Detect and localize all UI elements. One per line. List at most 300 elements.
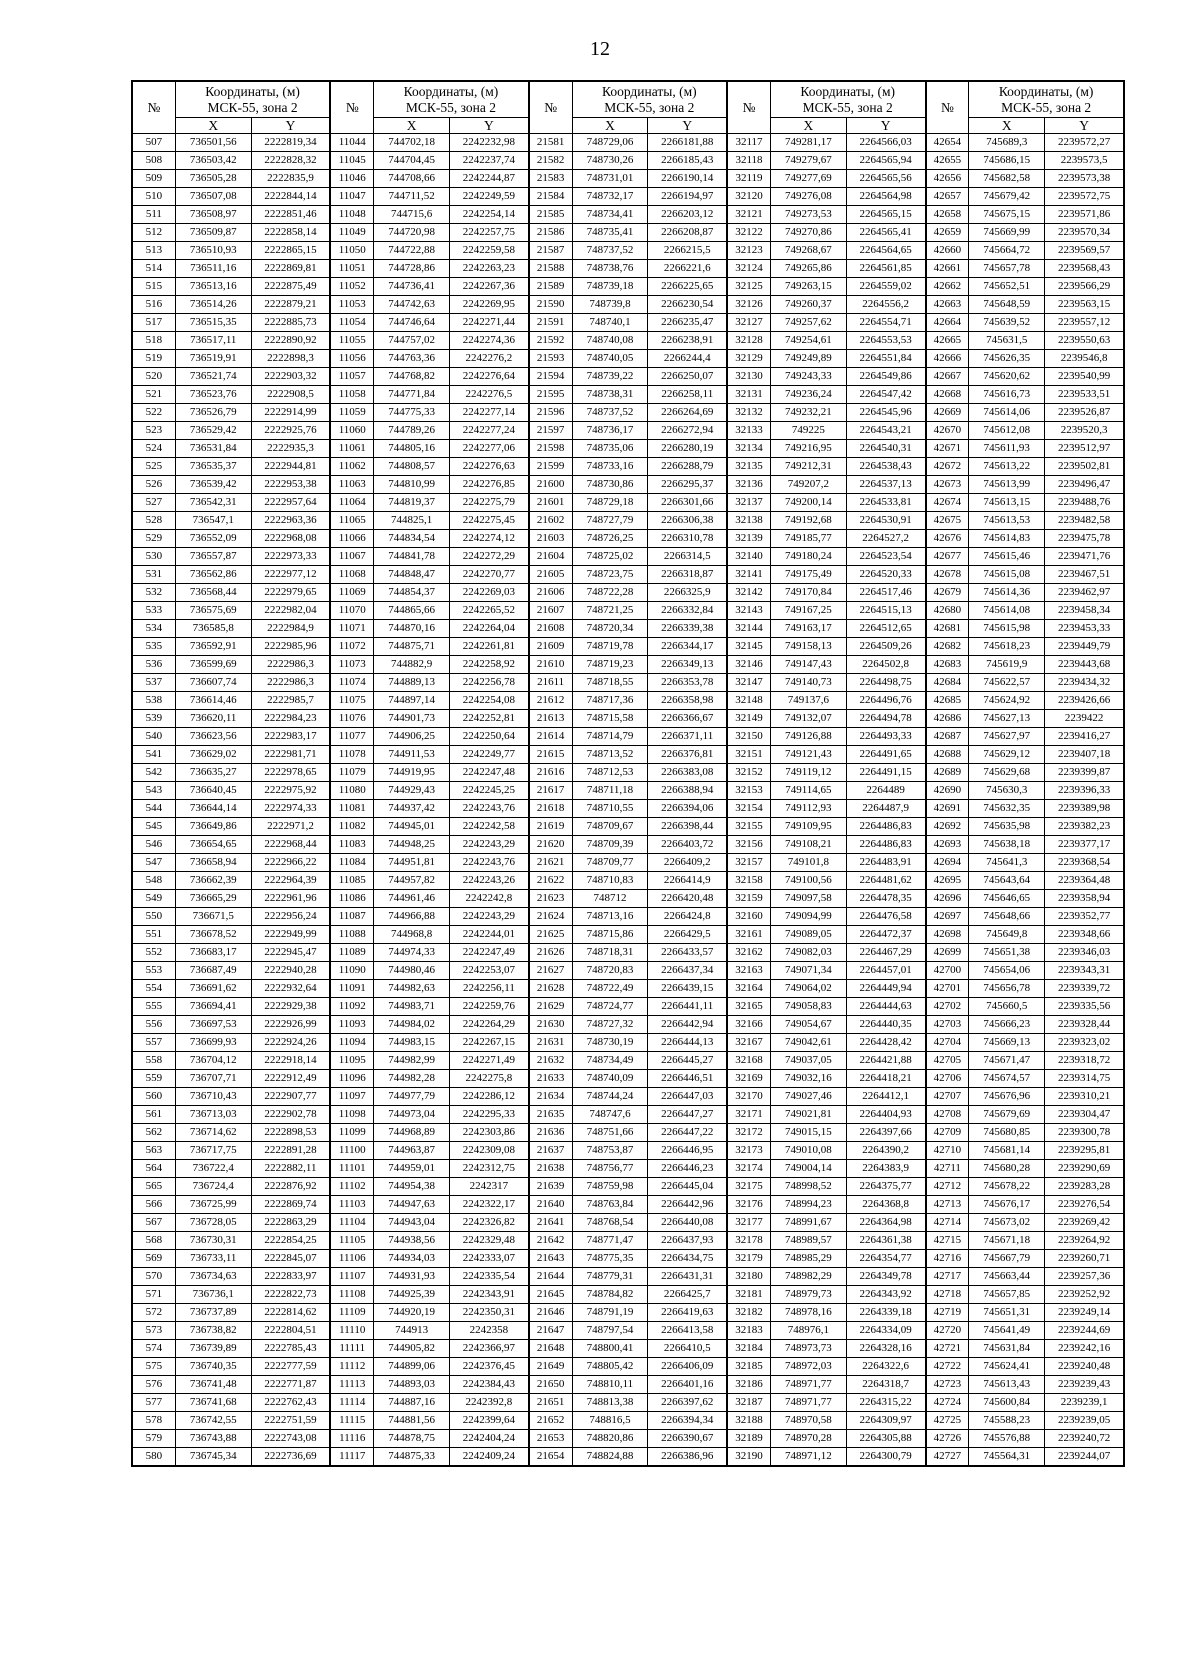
coord-y: 2222940,28 (251, 962, 330, 980)
coord-x: 749058,83 (770, 998, 846, 1016)
coord-x: 748736,17 (572, 422, 648, 440)
coord-x: 748976,1 (770, 1322, 846, 1340)
point-number: 21616 (529, 764, 572, 782)
table-row (132, 1088, 1124, 1106)
point-number: 11097 (330, 1088, 373, 1106)
coord-x: 745632,35 (969, 800, 1045, 818)
coord-x: 744906,25 (374, 728, 450, 746)
coord-y: 2239335,56 (1045, 998, 1124, 1016)
coord-x: 736585,8 (175, 620, 251, 638)
coord-x: 736539,42 (175, 476, 251, 494)
coord-y: 2242261,81 (450, 638, 529, 656)
coord-y: 2239540,99 (1045, 368, 1124, 386)
coord-x: 745681,14 (969, 1142, 1045, 1160)
coord-x: 748730,86 (572, 476, 648, 494)
point-number: 11107 (330, 1268, 373, 1286)
coord-x: 744819,37 (374, 494, 450, 512)
coord-y: 2242258,92 (450, 656, 529, 674)
coord-x: 744966,88 (374, 908, 450, 926)
table-row (132, 818, 1124, 836)
coord-x: 748734,41 (572, 206, 648, 224)
coord-x: 748775,35 (572, 1250, 648, 1268)
coord-y: 2266332,84 (648, 602, 727, 620)
coord-y: 2242271,49 (450, 1052, 529, 1070)
point-number: 32137 (727, 494, 770, 512)
coord-x: 744746,64 (374, 314, 450, 332)
point-number: 11094 (330, 1034, 373, 1052)
point-number: 42654 (926, 134, 969, 152)
point-number: 535 (132, 638, 175, 656)
point-number: 11087 (330, 908, 373, 926)
coord-x: 744789,26 (374, 422, 450, 440)
point-number: 32187 (727, 1394, 770, 1412)
coord-y: 2242277,14 (450, 404, 529, 422)
point-number: 11083 (330, 836, 373, 854)
table-row (132, 278, 1124, 296)
coord-x: 736635,27 (175, 764, 251, 782)
coord-y: 2266244,4 (648, 350, 727, 368)
coord-y: 2242322,17 (450, 1196, 529, 1214)
point-number: 11061 (330, 440, 373, 458)
coord-y: 2222966,22 (251, 854, 330, 872)
coord-x: 745669,13 (969, 1034, 1045, 1052)
coord-x: 745635,98 (969, 818, 1045, 836)
coord-x: 736730,31 (175, 1232, 251, 1250)
coord-y: 2264364,98 (846, 1214, 925, 1232)
coord-y: 2222984,23 (251, 710, 330, 728)
coord-y: 2264440,35 (846, 1016, 925, 1034)
coord-y: 2222865,15 (251, 242, 330, 260)
coord-x: 748729,06 (572, 134, 648, 152)
coord-y: 2264318,7 (846, 1376, 925, 1394)
coord-y: 2222926,99 (251, 1016, 330, 1034)
coord-y: 2264328,16 (846, 1340, 925, 1358)
point-number: 42720 (926, 1322, 969, 1340)
table-row (132, 1142, 1124, 1160)
coord-y: 2264565,41 (846, 224, 925, 242)
coord-x: 736623,56 (175, 728, 251, 746)
coord-x: 736523,76 (175, 386, 251, 404)
coord-x: 736521,74 (175, 368, 251, 386)
coord-y: 2264404,93 (846, 1106, 925, 1124)
point-number: 21636 (529, 1124, 572, 1142)
point-number: 519 (132, 350, 175, 368)
coord-x: 749207,2 (770, 476, 846, 494)
header-y: Y (846, 118, 925, 134)
point-number: 21584 (529, 188, 572, 206)
coord-y: 2242267,36 (450, 278, 529, 296)
header-coordinates (572, 81, 727, 118)
coord-x: 736640,45 (175, 782, 251, 800)
point-number: 580 (132, 1448, 175, 1467)
coord-y: 2222854,25 (251, 1232, 330, 1250)
point-number: 21590 (529, 296, 572, 314)
point-number: 32125 (727, 278, 770, 296)
coord-y: 2264481,62 (846, 872, 925, 890)
coord-x: 736511,16 (175, 260, 251, 278)
coord-y: 2239346,03 (1045, 944, 1124, 962)
coord-x: 745648,59 (969, 296, 1045, 314)
header-coordinates (175, 81, 330, 118)
coord-x: 744771,84 (374, 386, 450, 404)
point-number: 32183 (727, 1322, 770, 1340)
point-number: 42721 (926, 1340, 969, 1358)
coord-x: 748726,25 (572, 530, 648, 548)
coord-x: 748824,88 (572, 1448, 648, 1467)
point-number: 548 (132, 872, 175, 890)
coord-x: 736654,65 (175, 836, 251, 854)
coord-y: 2222835,9 (251, 170, 330, 188)
point-number: 11078 (330, 746, 373, 764)
point-number: 32136 (727, 476, 770, 494)
point-number: 543 (132, 782, 175, 800)
coord-y: 2242309,08 (450, 1142, 529, 1160)
point-number: 42682 (926, 638, 969, 656)
coord-y: 2266194,97 (648, 188, 727, 206)
point-number: 21610 (529, 656, 572, 674)
coord-y: 2222785,43 (251, 1340, 330, 1358)
coord-y: 2239352,77 (1045, 908, 1124, 926)
coord-x: 736649,86 (175, 818, 251, 836)
coord-x: 745669,99 (969, 224, 1045, 242)
coord-y: 2239244,07 (1045, 1448, 1124, 1467)
coord-y: 2266349,13 (648, 656, 727, 674)
coord-x: 748994,23 (770, 1196, 846, 1214)
point-number: 11056 (330, 350, 373, 368)
coord-y: 2222918,14 (251, 1052, 330, 1070)
table-row (132, 314, 1124, 332)
coord-y: 2264486,83 (846, 818, 925, 836)
coord-x: 744854,37 (374, 584, 450, 602)
point-number: 528 (132, 512, 175, 530)
point-number: 32150 (727, 728, 770, 746)
coord-y: 2242317 (450, 1178, 529, 1196)
coord-y: 2239382,23 (1045, 818, 1124, 836)
point-number: 32190 (727, 1448, 770, 1467)
coord-x: 744919,95 (374, 764, 450, 782)
point-number: 571 (132, 1286, 175, 1304)
coord-x: 749071,34 (770, 962, 846, 980)
coord-x: 744882,9 (374, 656, 450, 674)
coord-x: 744720,98 (374, 224, 450, 242)
coord-x: 749121,43 (770, 746, 846, 764)
point-number: 42726 (926, 1430, 969, 1448)
coord-x: 745627,13 (969, 710, 1045, 728)
table-row (132, 242, 1124, 260)
point-number: 42666 (926, 350, 969, 368)
coord-x: 736725,99 (175, 1196, 251, 1214)
point-number: 21619 (529, 818, 572, 836)
point-number: 21649 (529, 1358, 572, 1376)
point-number: 21645 (529, 1286, 572, 1304)
table-row (132, 944, 1124, 962)
coord-y: 2222851,46 (251, 206, 330, 224)
coord-x: 745613,99 (969, 476, 1045, 494)
coord-x: 736737,89 (175, 1304, 251, 1322)
coord-x: 736592,91 (175, 638, 251, 656)
coord-y: 2264556,2 (846, 296, 925, 314)
coord-y: 2264549,86 (846, 368, 925, 386)
coord-x: 745651,38 (969, 944, 1045, 962)
point-number: 42699 (926, 944, 969, 962)
point-number: 32140 (727, 548, 770, 566)
coord-y: 2239434,32 (1045, 674, 1124, 692)
point-number: 21589 (529, 278, 572, 296)
table-row (132, 368, 1124, 386)
coord-y: 2264512,65 (846, 620, 925, 638)
coord-y: 2242252,81 (450, 710, 529, 728)
coord-y: 2239407,18 (1045, 746, 1124, 764)
coord-x: 748725,02 (572, 548, 648, 566)
coord-x: 745629,68 (969, 764, 1045, 782)
point-number: 542 (132, 764, 175, 782)
coord-x: 745656,78 (969, 980, 1045, 998)
coord-x: 748738,31 (572, 386, 648, 404)
coord-y: 2264489 (846, 782, 925, 800)
coord-y: 2264361,38 (846, 1232, 925, 1250)
coord-y: 2222929,38 (251, 998, 330, 1016)
coord-y: 2242263,23 (450, 260, 529, 278)
coord-x: 736644,14 (175, 800, 251, 818)
coord-x: 748972,03 (770, 1358, 846, 1376)
point-number: 21633 (529, 1070, 572, 1088)
coord-y: 2266414,9 (648, 872, 727, 890)
coord-y: 2266264,69 (648, 404, 727, 422)
coord-y: 2264375,77 (846, 1178, 925, 1196)
coord-y: 2222914,99 (251, 404, 330, 422)
table-row (132, 710, 1124, 728)
coord-y: 2242249,59 (450, 188, 529, 206)
point-number: 572 (132, 1304, 175, 1322)
coord-x: 744929,43 (374, 782, 450, 800)
point-number: 570 (132, 1268, 175, 1286)
coord-y: 2239453,33 (1045, 620, 1124, 638)
coord-x: 745613,53 (969, 512, 1045, 530)
point-number: 32152 (727, 764, 770, 782)
coord-x: 748998,52 (770, 1178, 846, 1196)
coord-x: 748989,57 (770, 1232, 846, 1250)
point-number: 42684 (926, 674, 969, 692)
coord-x: 744937,42 (374, 800, 450, 818)
coord-x: 745673,02 (969, 1214, 1045, 1232)
point-number: 42689 (926, 764, 969, 782)
coord-x: 745629,12 (969, 746, 1045, 764)
coord-y: 2264334,09 (846, 1322, 925, 1340)
coord-x: 745600,84 (969, 1394, 1045, 1412)
point-number: 11116 (330, 1430, 373, 1448)
coord-x: 736741,48 (175, 1376, 251, 1394)
point-number: 11075 (330, 692, 373, 710)
point-number: 32181 (727, 1286, 770, 1304)
coord-y: 2264483,91 (846, 854, 925, 872)
coord-x: 748709,77 (572, 854, 648, 872)
point-number: 21599 (529, 458, 572, 476)
coord-y: 2222771,87 (251, 1376, 330, 1394)
coord-y: 2264553,53 (846, 332, 925, 350)
point-number: 42673 (926, 476, 969, 494)
coord-x: 744834,54 (374, 530, 450, 548)
point-number: 554 (132, 980, 175, 998)
coord-x: 745616,73 (969, 386, 1045, 404)
coord-x: 745666,23 (969, 1016, 1045, 1034)
point-number: 42690 (926, 782, 969, 800)
coord-y: 2266376,81 (648, 746, 727, 764)
coord-x: 748720,83 (572, 962, 648, 980)
coord-y: 2264472,37 (846, 926, 925, 944)
coord-x: 744934,03 (374, 1250, 450, 1268)
coord-y: 2266403,72 (648, 836, 727, 854)
coord-x: 736607,74 (175, 674, 251, 692)
table-row (132, 422, 1124, 440)
coord-x: 745630,3 (969, 782, 1045, 800)
coord-y: 2242257,75 (450, 224, 529, 242)
coord-y: 2239399,87 (1045, 764, 1124, 782)
table-row (132, 620, 1124, 638)
coord-x: 736517,11 (175, 332, 251, 350)
coord-x: 745678,22 (969, 1178, 1045, 1196)
point-number: 32168 (727, 1052, 770, 1070)
point-number: 21652 (529, 1412, 572, 1430)
point-number: 561 (132, 1106, 175, 1124)
point-number: 21620 (529, 836, 572, 854)
coord-y: 2242276,64 (450, 368, 529, 386)
point-number: 42693 (926, 836, 969, 854)
coord-x: 748739,8 (572, 296, 648, 314)
coordinates-table (131, 80, 1125, 1467)
coord-x: 748722,49 (572, 980, 648, 998)
point-number: 21612 (529, 692, 572, 710)
point-number: 21618 (529, 800, 572, 818)
coord-y: 2242392,8 (450, 1394, 529, 1412)
coord-x: 736728,05 (175, 1214, 251, 1232)
point-number: 32182 (727, 1304, 770, 1322)
point-number: 32166 (727, 1016, 770, 1034)
coord-x: 745618,23 (969, 638, 1045, 656)
point-number: 42679 (926, 584, 969, 602)
coord-x: 749254,61 (770, 332, 846, 350)
coord-x: 736507,08 (175, 188, 251, 206)
coord-y: 2264540,31 (846, 440, 925, 458)
point-number: 11099 (330, 1124, 373, 1142)
coord-y: 2239244,69 (1045, 1322, 1124, 1340)
point-number: 11064 (330, 494, 373, 512)
coord-y: 2222736,69 (251, 1448, 330, 1467)
coord-x: 744870,16 (374, 620, 450, 638)
table-row (132, 998, 1124, 1016)
table-row (132, 458, 1124, 476)
header-coordinates-units: Координаты, (м) (403, 83, 499, 99)
coord-x: 745674,57 (969, 1070, 1045, 1088)
coord-x: 745686,15 (969, 152, 1045, 170)
coord-x: 745611,93 (969, 440, 1045, 458)
coord-y: 2242247,48 (450, 764, 529, 782)
point-number: 42713 (926, 1196, 969, 1214)
point-number: 21639 (529, 1178, 572, 1196)
coord-y: 2239458,34 (1045, 602, 1124, 620)
coord-x: 748800,41 (572, 1340, 648, 1358)
coord-y: 2222863,29 (251, 1214, 330, 1232)
coord-x: 748715,86 (572, 926, 648, 944)
point-number: 11057 (330, 368, 373, 386)
coord-y: 2264368,8 (846, 1196, 925, 1214)
coord-y: 2239568,43 (1045, 260, 1124, 278)
coord-y: 2264554,71 (846, 314, 925, 332)
coord-y: 2266447,27 (648, 1106, 727, 1124)
coord-y: 2266386,96 (648, 1448, 727, 1467)
coord-x: 744810,99 (374, 476, 450, 494)
table-row (132, 1250, 1124, 1268)
point-number: 11072 (330, 638, 373, 656)
coord-y: 2266238,91 (648, 332, 727, 350)
table-row (132, 260, 1124, 278)
point-number: 514 (132, 260, 175, 278)
coord-x: 745624,41 (969, 1358, 1045, 1376)
coord-y: 2239563,15 (1045, 296, 1124, 314)
point-number: 32171 (727, 1106, 770, 1124)
point-number: 565 (132, 1178, 175, 1196)
point-number: 42722 (926, 1358, 969, 1376)
coord-x: 748971,77 (770, 1394, 846, 1412)
coord-x: 748756,77 (572, 1160, 648, 1178)
coord-x: 748733,16 (572, 458, 648, 476)
table-row (132, 512, 1124, 530)
point-number: 32165 (727, 998, 770, 1016)
coord-x: 744736,41 (374, 278, 450, 296)
coord-y: 2242358 (450, 1322, 529, 1340)
coord-y: 2264523,54 (846, 548, 925, 566)
coord-y: 2242247,49 (450, 944, 529, 962)
coord-y: 2239569,57 (1045, 242, 1124, 260)
point-number: 11085 (330, 872, 373, 890)
coord-x: 744805,16 (374, 440, 450, 458)
coord-y: 2242249,77 (450, 746, 529, 764)
coord-x: 744722,88 (374, 242, 450, 260)
coord-y: 2242243,76 (450, 854, 529, 872)
point-number: 11082 (330, 818, 373, 836)
coord-y: 2266437,34 (648, 962, 727, 980)
point-number: 11059 (330, 404, 373, 422)
point-number: 32138 (727, 512, 770, 530)
coord-x: 736614,46 (175, 692, 251, 710)
point-number: 537 (132, 674, 175, 692)
coord-y: 2266447,22 (648, 1124, 727, 1142)
coord-y: 2242264,29 (450, 1016, 529, 1034)
point-number: 32172 (727, 1124, 770, 1142)
table-row (132, 926, 1124, 944)
coord-y: 2242242,58 (450, 818, 529, 836)
point-number: 559 (132, 1070, 175, 1088)
point-number: 21635 (529, 1106, 572, 1124)
coord-y: 2222819,34 (251, 134, 330, 152)
coord-y: 2264315,22 (846, 1394, 925, 1412)
coord-x: 736557,87 (175, 548, 251, 566)
coord-x: 736717,75 (175, 1142, 251, 1160)
coord-x: 744702,18 (374, 134, 450, 152)
coord-y: 2242256,11 (450, 980, 529, 998)
coord-x: 748971,77 (770, 1376, 846, 1394)
coord-y: 2266401,16 (648, 1376, 727, 1394)
coord-y: 2239260,71 (1045, 1250, 1124, 1268)
coord-x: 748816,5 (572, 1412, 648, 1430)
point-number: 21617 (529, 782, 572, 800)
table-row (132, 1376, 1124, 1394)
point-number: 21638 (529, 1160, 572, 1178)
coord-y: 2266445,27 (648, 1052, 727, 1070)
coord-y: 2242269,95 (450, 296, 529, 314)
point-number: 555 (132, 998, 175, 1016)
point-number: 32179 (727, 1250, 770, 1268)
table-row (132, 890, 1124, 908)
